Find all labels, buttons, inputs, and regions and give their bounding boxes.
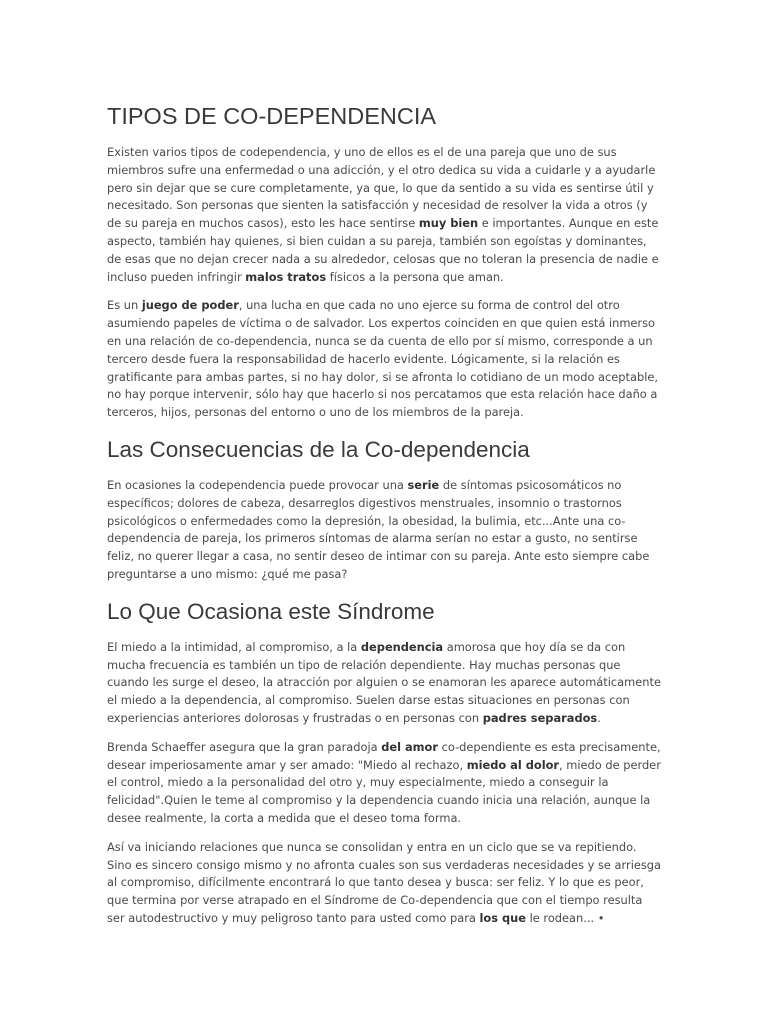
paragraph	[107, 839, 663, 928]
text-run: le rodean... •	[525, 910, 605, 925]
text-run: Existen varios tipos de codependencia, y uno de ellos es el de una pareja que uno de sus miembros sufre una enfermedad o una adicción, y el otro dedica su vida a cuidarle y a ayudarle pero sin dejar que se cure completamente, ya que, lo que da sentido a su vida es sentirse útil y necesitado. Son personas que sienten la satisfacción y necesidad de resolver la vida a otros (y de su pareja en muchos casos), esto les hace sentirse	[107, 145, 656, 231]
bold-phrase: padres separados	[482, 710, 598, 725]
text-run: Brenda Schaeffer asegura que la gran paradoja	[107, 739, 382, 754]
section-title-sindrome: Lo Que Ocasiona este Síndrome	[107, 598, 435, 624]
paragraph	[107, 739, 663, 828]
bold-phrase: del amor	[381, 739, 438, 754]
text-run: , una lucha en que cada no uno ejerce su forma de control del otro asumiendo papeles de víctima o de salvador. Los expertos coinciden en que quien está inmerso en una relación de co-dependencia, nunca se da cuenta de ello por sí mismo, corresponde a un tercero desde fuera la responsabilidad de hacerlo evidente. Lógicamente, si la relación es gratificante para ambas partes, si no hay dolor, si se afronta lo cotidiano de un modo aceptable, no hay porque intervenir, sólo hay que hacerlo si nos percatamos que esta relación hace daño a terceros, hijos, personas del entorno o uno de los miembros de la pareja.	[107, 298, 658, 420]
text-run: co-dependiente es esta precisamente, desear imperiosamente amar y ser amado: "Miedo al rechazo,	[107, 739, 661, 772]
paragraph	[107, 297, 663, 422]
text-run: Así va iniciando relaciones que nunca se consolidan y entra en un ciclo que se va repitiendo. Sino es sincero consigo mismo y no afronta cuales son sus verdaderas necesidades y se arriesga al compromiso, difícilmente encontrará lo que tanto desea y busca: ser feliz. Y lo que es peor, que termina por verse atrapado en el Síndrome de Co-dependencia que con el tiempo resulta ser autodestructivo y muy peligroso tanto para usted como para	[107, 839, 662, 925]
section-title-tipos: TIPOS DE CO-DEPENDENCIA	[107, 103, 437, 129]
bold-phrase: serie	[407, 477, 440, 492]
text-run: Es un	[107, 298, 142, 313]
text-run: e importantes. Aunque en este aspecto, también hay quienes, si bien cuidan a su pareja, también son egoístas y dominantes, de esas que no dejan crecer nada a su alrededor, celosas que no toleran la presencia de nadie e incluso pueden infringir	[107, 216, 659, 284]
text-run: , miedo de perder el control, miedo a la personalidad del otro y, muy especialmente, miedo a conseguir la felicidad".Quien le teme al compromiso y la dependencia cuando inicia una relación, aunque la desee realmente, la corta a medida que el deseo toma forma.	[107, 757, 661, 825]
bold-phrase: juego de poder	[141, 298, 239, 313]
bold-phrase: los que	[479, 910, 526, 925]
bold-phrase: malos tratos	[245, 269, 327, 284]
text-run: En ocasiones la codependencia puede provocar una	[107, 477, 408, 492]
section-title-consecuencias: Las Consecuencias de la Co-dependencia	[107, 436, 530, 462]
document-page	[107, 98, 663, 939]
paragraph	[107, 477, 663, 584]
text-run: de síntomas psicosomáticos no específicos; dolores de cabeza, desarreglos digestivos menstruales, insomnio o trastornos psicológicos o enfermedades como la depresión, la obesidad, la bulimia, etc...Ante una co-dependencia de pareja, los primeros síntomas de alarma serían no estar a gusto, no sentirse feliz, no querer llegar a casa, no sentir deseo de intimar con su pareja. Ante esto siempre cabe preguntarse a uno mismo: ¿qué me pasa?	[107, 477, 650, 581]
text-run: amorosa que hoy día se da con mucha frecuencia es también un tipo de relación dependiente. Hay muchas personas que cuando les surge el deseo, la atracción por alguien o se enamoran les aparece automáticamente el miedo a la dependencia, al compromiso. Suelen darse estas situaciones en personas con experiencias anteriores dolorosas y frustradas o en personas con	[107, 639, 661, 725]
paragraph	[107, 144, 663, 286]
paragraph	[107, 639, 663, 728]
bold-phrase: dependencia	[360, 639, 444, 654]
bold-phrase: muy bien	[418, 216, 479, 231]
text-run: .	[597, 710, 601, 725]
bold-phrase: miedo al dolor	[466, 757, 560, 772]
text-run: físicos a la persona que aman.	[326, 269, 504, 284]
text-run: El miedo a la intimidad, al compromiso, a la	[107, 639, 361, 654]
